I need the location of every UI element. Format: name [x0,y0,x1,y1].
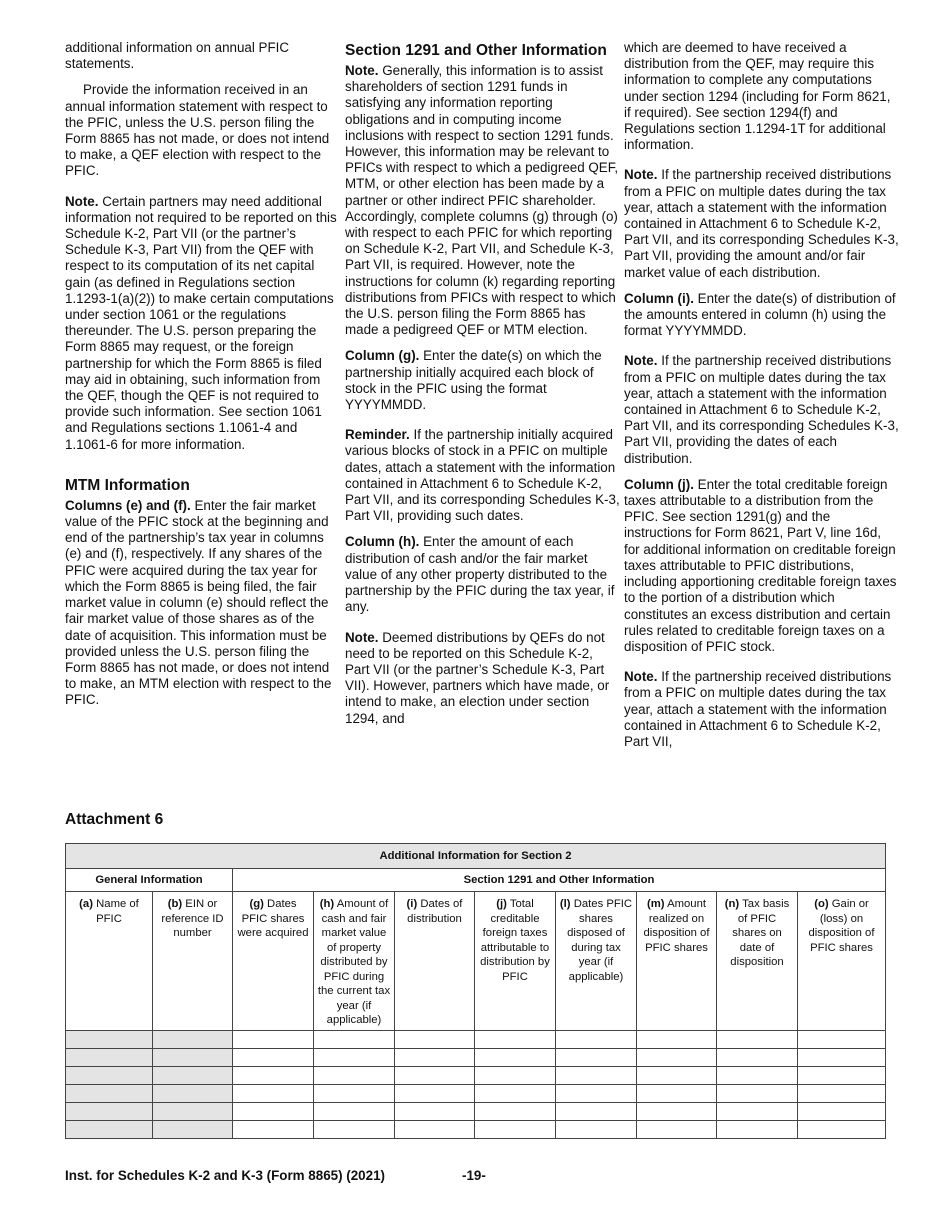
table-cell[interactable] [475,1048,556,1066]
table-cell[interactable] [233,1120,314,1138]
table-cell[interactable] [798,1084,886,1102]
table-banner: Additional Information for Section 2 [66,844,886,869]
paragraph: additional information on annual PFIC statements. [65,40,290,72]
table-row [66,1030,886,1048]
reminder-paragraph [345,427,620,524]
table-cell[interactable] [395,1102,475,1120]
table-row [66,1120,886,1138]
table-cell[interactable] [637,1048,717,1066]
table-cell[interactable] [66,1084,153,1102]
attachment-6-table [65,843,886,1139]
table-cell[interactable] [475,1030,556,1048]
column-letter: (i) [406,898,418,910]
table-cell[interactable] [798,1048,886,1066]
table-cell[interactable] [314,1120,395,1138]
table-cell[interactable] [233,1030,314,1048]
table-cell[interactable] [153,1120,233,1138]
column-header [475,892,556,1031]
note-paragraph [624,669,899,750]
column-description: Dates of distribution [407,898,463,925]
column-letter: (g) [249,898,264,910]
table-cell[interactable] [798,1030,886,1048]
table-cell[interactable] [556,1048,637,1066]
column-letter: (m) [646,898,665,910]
column-instruction: Enter the date(s) on which the partnership initially acquired each block of stock in the PFIC using the format YYYYMMDD. [345,348,602,413]
table-cell[interactable] [717,1066,798,1084]
text-column-2 [345,40,620,737]
table-cell[interactable] [475,1102,556,1120]
table-cell[interactable] [314,1066,395,1084]
note-paragraph [624,353,899,466]
column-header [637,892,717,1031]
table-cell[interactable] [395,1030,475,1048]
column-header [153,892,233,1031]
note-paragraph [345,630,620,727]
table-cell[interactable] [66,1120,153,1138]
table-cell[interactable] [798,1120,886,1138]
note-text: Generally, this information is to assist shareholders of section 1291 funds in satisfying any information reporting obligations and in computing income inclusions with respect to section 1291 funds. However, this information may be relevant to PFICs with respect to which a pedigreed QEF, MTM, or other election has been made by a partner or other indirect PFIC shareholder. Accordingly, complete columns (g) through (o) with respect to each PFIC for which reporting on Schedule K-2, Part VII, and Schedule K-3, Part VII, is required. However, note the instructions for column (k) regarding reporting distributions from PFICs with respect to which the U.S. person filing the Form 8865 has made a pedigreed QEF or MTM election. [345,63,619,338]
text-column-3 [624,40,899,760]
table-row [66,1102,886,1120]
text-column-1 [65,40,340,719]
column-letter: (a) [79,898,93,910]
table-cell[interactable] [798,1102,886,1120]
column-letter: (j) [496,898,507,910]
column-letter: (b) [167,898,183,910]
table-cell[interactable] [556,1102,637,1120]
instruction-paragraph [345,534,620,615]
column-description: Name of PFIC [96,898,139,925]
note-label: Note. [624,353,658,369]
table-cell[interactable] [314,1102,395,1120]
table-cell[interactable] [66,1048,153,1066]
table-cell[interactable] [314,1030,395,1048]
column-label: Columns (e) and (f). [65,497,191,513]
column-label: Column (h). [345,534,420,550]
column-letter: (h) [319,898,335,910]
table-cell[interactable] [717,1102,798,1120]
table-cell[interactable] [637,1066,717,1084]
column-header [314,892,395,1031]
table-cell[interactable] [717,1030,798,1048]
table-cell[interactable] [556,1030,637,1048]
note-label: Note. [624,167,658,183]
table-cell[interactable] [395,1120,475,1138]
note-text: If the partnership received distributions from a PFIC on multiple dates during the tax year, attach a statement with the information contained in Attachment 6 to Schedule K-2, Part VII, and its corresponding Schedules K-3, Part VII, providing the dates of each distribution. [624,353,899,466]
reminder-label: Reminder. [345,427,410,443]
table-cell[interactable] [233,1066,314,1084]
table-cell[interactable] [233,1102,314,1120]
column-instruction: Enter the amount of each distribution of cash and/or the fair market value of any other property distributed to the partnership by the PFIC during the tax year, if any. [345,534,615,615]
table-cell[interactable] [556,1084,637,1102]
table-cell[interactable] [637,1102,717,1120]
table-cell[interactable] [153,1030,233,1048]
table-cell[interactable] [153,1066,233,1084]
table-cell[interactable] [395,1084,475,1102]
reminder-text: If the partnership initially acquired various blocks of stock in a PFIC on multiple dates, attach a statement with the information contained in Attachment 6 to Schedule K-2, Part VII, and its corresponding Schedules K-3, Part VII, providing such dates. [345,427,620,524]
table-cell[interactable] [717,1048,798,1066]
page-number: -19- [462,1168,486,1183]
table-cell[interactable] [395,1048,475,1066]
note-paragraph [65,194,340,453]
column-description: Tax basis of PFIC shares on date of disposition [730,898,790,968]
table-row [66,1048,886,1066]
footer-title: Inst. for Schedules K-2 and K-3 (Form 8865) (2021) [65,1168,385,1183]
column-label: Column (j). [624,476,694,492]
column-header [556,892,637,1031]
paragraph: Provide the information received in an annual information statement with respect to the PFIC, unless the U.S. person filing the Form 8865 has not made, or does not intend to make, a QEF election with respect to the PFIC. [65,82,330,179]
note-text: Deemed distributions by QEFs do not need to be reported on this Schedule K-2, Part VII (or the partner’s Schedule K-3, Part VII). However, partners which have made, or intend to make, an election under section 1294, and [345,629,610,726]
column-label: Column (i). [624,290,694,306]
group-header-general: General Information [66,869,233,892]
note-text: If the partnership received distributions from a PFIC on multiple dates during the tax year, attach a statement with the information contained in Attachment 6 to Schedule K-2, Part VII, [624,669,892,749]
note-paragraph [345,63,620,338]
table-cell[interactable] [314,1084,395,1102]
attachment-title: Attachment 6 [65,811,164,828]
table-cell[interactable] [637,1030,717,1048]
table-cell[interactable] [556,1120,637,1138]
column-header [233,892,314,1031]
column-description: Total creditable foreign taxes attributable to distribution by PFIC [480,898,550,983]
column-letter: (o) [814,898,829,910]
column-instruction: Enter the total creditable foreign taxes attributable to a distribution from the PFIC. See section 1291(g) and the instructions for Form 8621, Part V, line 16d, for additional information on creditable foreign taxes attributable to PFIC distributions, including apportioning creditable foreign taxes to the portion of a distribution which constitutes an excess distribution and certain rules related to creditable foreign taxes on a disposition of PFIC stock. [624,476,897,654]
note-text: Certain partners may need additional information not required to be reported on this Schedule K-2, Part VII (or the partner’s Schedule K-3, Part VII) from the QEF with respect to its computation of its net capital gain (as defined in Regulations section 1.1293-1(a)(2)) to make certain computations under section 1061 or the regulations thereunder. The U.S. person preparing the Form 8865 may request, or the foreign partnership for which the Form 8865 is filed may aid in obtaining, such information from the QEF, though the QEF is not required to provide such information. See section 1061 and Regulations sections 1.1061-4 and 1.1061-6 for more information. [65,193,337,452]
column-header [717,892,798,1031]
instruction-paragraph [65,498,340,709]
table-cell[interactable] [66,1066,153,1084]
column-description: EIN or reference ID number [161,898,224,939]
table-row [66,1084,886,1102]
table-cell[interactable] [475,1120,556,1138]
instruction-paragraph [624,477,899,655]
column-header [798,892,886,1031]
note-label: Note. [624,669,658,685]
table-cell[interactable] [66,1030,153,1048]
paragraph: which are deemed to have received a distribution from the QEF, may require this information to complete any computations under section 1294 (including for Form 8621, if required). See section 1294(f) and Regulations section 1.1294-1T for additional information. [624,40,891,153]
page-footer [65,1168,486,1183]
column-instruction: Enter the fair market value of the PFIC stock at the beginning and end of the partnership’s tax year in columns (e) and (f), respectively. If any shares of the PFIC were acquired during the tax year for which the Form 8865 is being filed, the fair market value in column (e) should reflect the fair market value of those shares as of the date of acquisition. This information must be provided unless the U.S. person filing the Form 8865 has not made, or does not intend to make, an MTM election with respect to the PFIC. [65,497,332,708]
table-cell[interactable] [637,1084,717,1102]
column-description: Amount realized on disposition of PFIC shares [643,898,710,954]
note-label: Note. [65,193,99,209]
section-heading: Section 1291 and Other Information [345,42,607,59]
table-cell[interactable] [475,1066,556,1084]
group-header-section-1291: Section 1291 and Other Information [233,869,886,892]
column-description: Dates PFIC shares were acquired [237,898,309,939]
table-cell[interactable] [475,1084,556,1102]
table-cell[interactable] [233,1084,314,1102]
column-header [66,892,153,1031]
table-cell[interactable] [233,1048,314,1066]
section-heading: MTM Information [65,476,190,494]
instruction-paragraph [345,348,620,413]
column-description: Dates PFIC shares disposed of during tax year (if applicable) [567,898,633,983]
table-cell[interactable] [314,1048,395,1066]
note-paragraph [624,167,899,280]
column-label: Column (g). [345,348,420,364]
instruction-paragraph [624,291,899,340]
table-cell[interactable] [395,1066,475,1084]
column-description: Gain or (loss) on disposition of PFIC shares [808,898,875,954]
table-cell[interactable] [717,1120,798,1138]
table-cell[interactable] [556,1066,637,1084]
table-cell[interactable] [66,1102,153,1120]
column-description: Amount of cash and fair market value of property distributed by PFIC during the current tax year (if applicable) [317,898,391,1026]
note-label: Note. [345,629,379,645]
note-text: If the partnership received distributions from a PFIC on multiple dates during the tax year, attach a statement with the information contained in Attachment 6 to Schedule K-2, Part VII, and its corresponding Schedules K-3, Part VII, providing the amount and/or fair market value of each distribution. [624,167,899,280]
table-cell[interactable] [637,1120,717,1138]
table-cell[interactable] [153,1102,233,1120]
column-header [395,892,475,1031]
table-cell[interactable] [153,1048,233,1066]
note-label: Note. [345,63,379,78]
table-cell[interactable] [798,1066,886,1084]
column-instruction: Enter the date(s) of distribution of the amounts entered in column (h) using the format YYYYMMDD. [624,290,896,339]
column-letter: (l) [559,898,571,910]
table-cell[interactable] [717,1084,798,1102]
table-row [66,1066,886,1084]
table-cell[interactable] [153,1084,233,1102]
column-letter: (n) [724,898,740,910]
